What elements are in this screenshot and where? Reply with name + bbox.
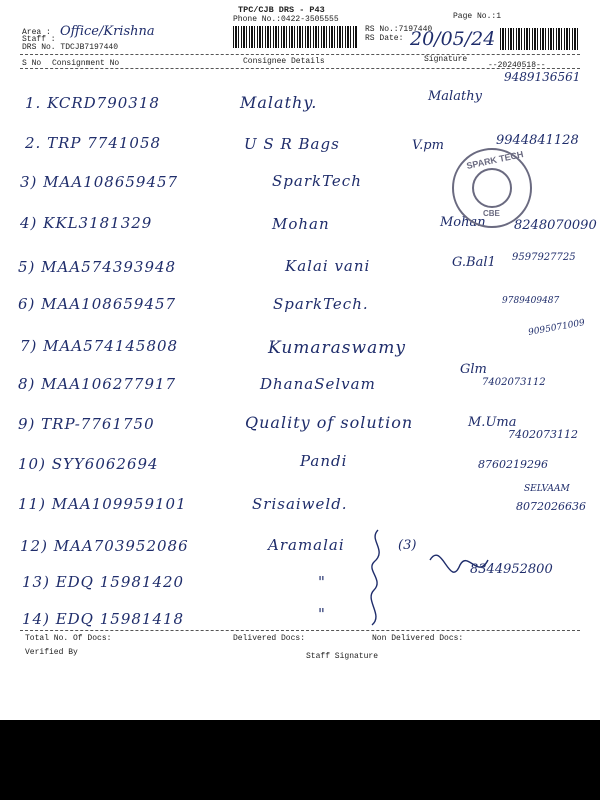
date-tag: --20240518-- xyxy=(488,61,546,70)
drs-number: DRS No. TDCJB7197440 xyxy=(22,43,119,52)
drs-title: TPC/CJB DRS - P43 xyxy=(238,5,325,15)
row-5-consignment: 5) MAA574393948 xyxy=(18,258,177,276)
handwriting-strokes xyxy=(360,520,580,630)
col-consignment: Consignment No xyxy=(52,59,120,68)
verified-by-label: Verified By xyxy=(25,648,78,657)
row-3-consignment: 3) MAA108659457 xyxy=(20,173,179,191)
row-12-consignee: Aramalai xyxy=(268,536,345,554)
row-11-phone: 8072026636 xyxy=(516,500,586,513)
row-14-consignee: " xyxy=(318,605,326,623)
row-7-consignee: Kumaraswamy xyxy=(268,338,406,358)
row-8-signature: Glm xyxy=(460,362,487,377)
row-13-consignee: " xyxy=(318,573,326,591)
stamp-bottom-text: CBE xyxy=(483,209,500,218)
col-consignee: Consignee Details xyxy=(243,57,325,66)
rs-number: RS No.:7197440 xyxy=(365,25,433,34)
row-10-phone: 8760219296 xyxy=(478,458,548,471)
row-4-signature: Mohan xyxy=(440,215,486,230)
total-docs-label: Total No. Of Docs: xyxy=(25,634,112,643)
row-5-consignee: Kalai vani xyxy=(285,257,371,275)
company-stamp xyxy=(452,148,532,228)
row-12-signature: (3) xyxy=(398,538,417,553)
row-4-phone: 8248070090 xyxy=(514,218,597,233)
row-7-consignment: 7) MAA574145808 xyxy=(20,337,179,355)
row-7-phone: 9095071009 xyxy=(527,318,586,338)
row-10-consignment: 10) SYY6062694 xyxy=(18,455,159,473)
stamp-top-text: SPARK TECH xyxy=(465,149,525,171)
row-5-phone: 9597927725 xyxy=(512,252,576,263)
row-4-consignment: 4) KKL3181329 xyxy=(20,214,153,232)
stamp-inner-ring xyxy=(472,168,512,208)
row-6-phone: 9789409487 xyxy=(502,296,560,306)
header-divider-top xyxy=(20,54,580,55)
staff-label: Staff : xyxy=(22,35,56,44)
barcode-left xyxy=(233,26,357,48)
row-8-phone: 7402073112 xyxy=(482,377,546,388)
row-2-consignee: U S R Bags xyxy=(244,135,340,153)
page-number: Page No.:1 xyxy=(453,12,502,21)
row-12-consignment: 12) MAA703952086 xyxy=(20,537,189,555)
row-10-consignee: Pandi xyxy=(300,452,348,470)
barcode-right xyxy=(500,28,578,50)
row-8-consignee: DhanaSelvam xyxy=(260,375,376,393)
col-signature: Signature xyxy=(424,55,468,64)
row-8-consignment: 8) MAA106277917 xyxy=(18,375,177,393)
header-divider-bottom xyxy=(20,68,580,69)
row-9-consignment: 9) TRP-7761750 xyxy=(18,415,155,433)
row-2-signature: V.pm xyxy=(412,138,444,153)
row-14-consignment: 14) EDQ 15981418 xyxy=(22,610,185,628)
row-11-consignee: Srisaiweld. xyxy=(252,495,348,513)
row-1-consignment: 1. KCRD790318 xyxy=(25,94,160,112)
phone-number: Phone No.:0422-3505555 xyxy=(233,15,339,24)
row-2-consignment: 2. TRP 7741058 xyxy=(25,134,162,152)
row-9-phone: 7402073112 xyxy=(508,428,578,441)
row-11-signature: SELVAAM xyxy=(524,484,570,494)
scan-shadow xyxy=(0,720,600,800)
delivered-docs-label: Delivered Docs: xyxy=(233,634,306,643)
row-9-signature: M.Uma xyxy=(468,415,517,430)
row-13-phone: 8344952800 xyxy=(470,562,553,577)
row-13-consignment: 13) EDQ 15981420 xyxy=(22,573,185,591)
row-5-signature: G.Bal1 xyxy=(452,255,496,270)
row-11-consignment: 11) MAA109959101 xyxy=(18,495,187,513)
footer-divider xyxy=(20,630,580,631)
row-1-consignee: Malathy. xyxy=(240,93,318,112)
non-delivered-docs-label: Non Delivered Docs: xyxy=(372,634,464,643)
row-2-phone: 9944841128 xyxy=(496,133,579,148)
row-9-consignee: Quality of solution xyxy=(245,413,414,432)
row-1-phone: 9489136561 xyxy=(504,70,581,84)
area-label: Area : xyxy=(22,28,51,37)
rs-date-label: RS Date: xyxy=(365,34,404,43)
rs-date-handwritten: 20/05/24 xyxy=(410,28,496,50)
row-3-consignee: SparkTech xyxy=(272,172,362,190)
row-6-consignee: SparkTech. xyxy=(273,295,369,313)
row-1-signature: Malathy xyxy=(428,89,482,104)
col-sno: S No xyxy=(22,59,42,68)
staff-signature-label: Staff Signature xyxy=(306,652,379,661)
row-6-consignment: 6) MAA108659457 xyxy=(18,295,177,313)
row-4-consignee: Mohan xyxy=(272,215,330,233)
staff-handwritten: Office/Krishna xyxy=(60,24,155,39)
